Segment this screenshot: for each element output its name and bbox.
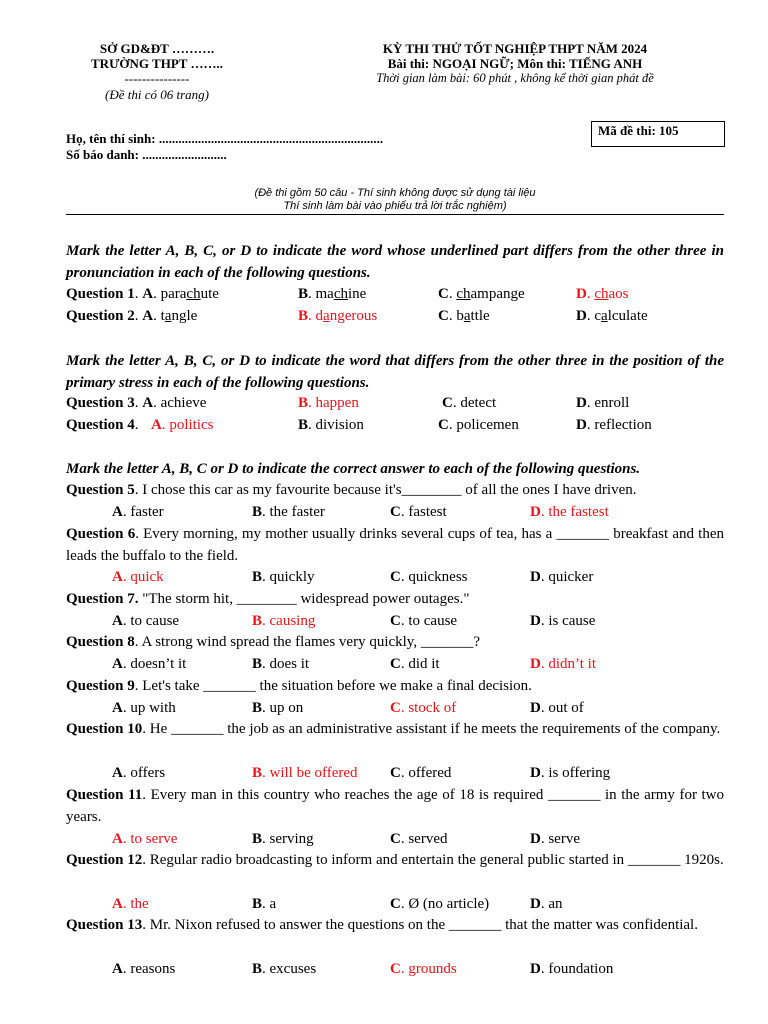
exam-note-line2: Thí sinh làm bài vào phiếu trả lời trắc nghiệm) xyxy=(283,200,507,212)
question-13-text: Question 13. Mr. Nixon refused to answer the questions on the _______ that the matter was confidential. xyxy=(66,917,698,933)
section-2-instruction: Mark the letter A, B, C, or D to indicate the word that differs from the other three in the position of the primary stress in each of the following questions. xyxy=(66,353,724,391)
question-4-option-a[interactable]: A. politics xyxy=(151,417,214,433)
question-10-option-b[interactable]: B. will be offered xyxy=(252,765,358,781)
question-2 xyxy=(66,306,726,327)
question-11-options xyxy=(66,829,726,850)
department-name: SỞ GD&ĐT ………. xyxy=(99,41,215,56)
question-2-option-b[interactable]: B. dangerous xyxy=(298,308,378,324)
question-4-option-c[interactable]: C. policemen xyxy=(438,417,519,433)
question-5-option-d[interactable]: D. the fastest xyxy=(530,504,609,520)
question-1-option-d[interactable]: D. chaos xyxy=(576,286,629,302)
question-1-text: Question 1. A. parachute xyxy=(66,286,219,302)
page-count-note: (Đề thi có 06 trang) xyxy=(105,87,209,102)
question-6-option-c[interactable]: C. quickness xyxy=(390,569,468,585)
question-9-option-a[interactable]: A. up with xyxy=(112,700,176,716)
question-5-options xyxy=(66,502,726,523)
question-10-option-a[interactable]: A. offers xyxy=(112,765,166,781)
question-3 xyxy=(66,393,726,414)
question-9-text: Question 9. Let's take _______ the situation before we make a final decision. xyxy=(66,678,532,694)
question-3-option-d[interactable]: D. enroll xyxy=(576,395,630,411)
question-4-option-d[interactable]: D. reflection xyxy=(576,417,652,433)
question-5-option-a[interactable]: A. faster xyxy=(112,504,164,520)
question-13-option-c[interactable]: C. grounds xyxy=(390,961,457,977)
question-2-option-d[interactable]: D. calculate xyxy=(576,308,648,324)
exam-duration: Thời gian làm bài: 60 phút , không kể thời gian phát đề xyxy=(376,71,654,85)
section-1-instruction: Mark the letter A, B, C, or D to indicate the word whose underlined part differs from the other three in pronunciation in each of the following questions. xyxy=(66,243,724,281)
question-7-option-a[interactable]: A. to cause xyxy=(112,613,180,629)
question-11-option-d[interactable]: D. serve xyxy=(530,831,580,847)
question-10-options xyxy=(66,763,726,784)
question-10-option-d[interactable]: D. is offering xyxy=(530,765,611,781)
question-1-option-b[interactable]: B. machine xyxy=(298,286,367,302)
question-4-label: Question 4. xyxy=(66,417,139,433)
candidate-name-field: Họ, tên thí sinh: ..................................................................... xyxy=(66,131,384,146)
question-13-option-b[interactable]: B. excuses xyxy=(252,961,317,977)
question-6-options xyxy=(66,567,726,588)
question-8-option-a[interactable]: A. doesn’t it xyxy=(112,656,187,672)
question-9-option-d[interactable]: D. out of xyxy=(530,700,584,716)
exam-code-box xyxy=(591,121,725,147)
question-11-option-c[interactable]: C. served xyxy=(390,831,448,847)
question-13-option-d[interactable]: D. foundation xyxy=(530,961,614,977)
question-12-option-a[interactable]: A. the xyxy=(112,896,149,912)
school-name: TRƯỜNG THPT …….. xyxy=(91,56,223,71)
question-12-options xyxy=(66,894,726,915)
section-3-instruction: Mark the letter A, B, C or D to indicate the correct answer to each of the following questions. xyxy=(66,461,641,477)
question-5-option-c[interactable]: C. fastest xyxy=(390,504,447,520)
question-7-option-c[interactable]: C. to cause xyxy=(390,613,458,629)
question-9-option-c[interactable]: C. stock of xyxy=(390,700,457,716)
question-11-text: Question 11. Every man in this country who reaches the age of 18 is required _______ in the army for two years. xyxy=(66,787,725,825)
question-12-option-d[interactable]: D. an xyxy=(530,896,563,912)
question-12-option-b[interactable]: B. a xyxy=(252,896,277,912)
header-divider-text: --------------- xyxy=(124,71,190,86)
question-4-option-b[interactable]: B. division xyxy=(298,417,364,433)
question-6-option-b[interactable]: B. quickly xyxy=(252,569,315,585)
question-13-options xyxy=(66,959,726,980)
question-1 xyxy=(66,284,726,305)
question-3-option-b[interactable]: B. happen xyxy=(298,395,359,411)
question-12-option-c[interactable]: C. Ø (no article) xyxy=(390,896,490,912)
question-8-options xyxy=(66,654,726,675)
question-5-text: Question 5. I chose this car as my favourite because it's________ of all the ones I have driven. xyxy=(66,482,637,498)
header-rule xyxy=(66,214,724,215)
question-6-option-a[interactable]: A. quick xyxy=(112,569,164,585)
question-7-options xyxy=(66,611,726,632)
exam-subject: Bài thi: NGOẠI NGỮ; Môn thi: TIẾNG ANH xyxy=(387,56,643,71)
question-1-option-c[interactable]: C. champange xyxy=(438,286,525,302)
question-8-option-c[interactable]: C. did it xyxy=(390,656,440,672)
question-6-option-d[interactable]: D. quicker xyxy=(530,569,594,585)
exam-code: Mã đề thi: 105 xyxy=(598,123,679,138)
question-9-options xyxy=(66,698,726,719)
exam-note-line1: (Đề thi gồm 50 câu - Thí sinh không được sử dụng tài liệu xyxy=(254,187,536,199)
question-6-text: Question 6. Every morning, my mother usually drinks several cups of tea, has a _______ breakfast and then leads the buffalo to the field. xyxy=(66,526,725,564)
question-10-option-c[interactable]: C. offered xyxy=(390,765,452,781)
question-11-option-b[interactable]: B. serving xyxy=(252,831,314,847)
question-10-text: Question 10. He _______ the job as an administrative assistant if he meets the requirements of the company. xyxy=(66,721,721,737)
question-12-text: Question 12. Regular radio broadcasting to inform and entertain the general public started in _______ 1920s. xyxy=(66,852,724,868)
question-11-option-a[interactable]: A. to serve xyxy=(112,831,178,847)
question-7-text: Question 7. "The storm hit, ________ widespread power outages." xyxy=(66,591,470,607)
question-13-option-a[interactable]: A. reasons xyxy=(112,961,176,977)
question-7-option-d[interactable]: D. is cause xyxy=(530,613,596,629)
question-4 xyxy=(66,415,726,436)
question-8-text: Question 8. A strong wind spread the flames very quickly, _______? xyxy=(66,634,480,650)
question-7-option-b[interactable]: B. causing xyxy=(252,613,316,629)
question-8-option-b[interactable]: B. does it xyxy=(252,656,310,672)
question-2-option-c[interactable]: C. battle xyxy=(438,308,490,324)
exam-title: KỲ THI THỬ TỐT NGHIỆP THPT NĂM 2024 xyxy=(382,41,648,56)
question-3-option-c[interactable]: C. detect xyxy=(442,395,497,411)
question-8-option-d[interactable]: D. didn’t it xyxy=(530,656,596,672)
question-5-option-b[interactable]: B. the faster xyxy=(252,504,325,520)
candidate-id-field: Số báo danh: .......................... xyxy=(66,147,227,162)
question-9-option-b[interactable]: B. up on xyxy=(252,700,304,716)
question-3-text: Question 3. A. achieve xyxy=(66,395,207,411)
question-2-text: Question 2. A. tangle xyxy=(66,308,198,324)
